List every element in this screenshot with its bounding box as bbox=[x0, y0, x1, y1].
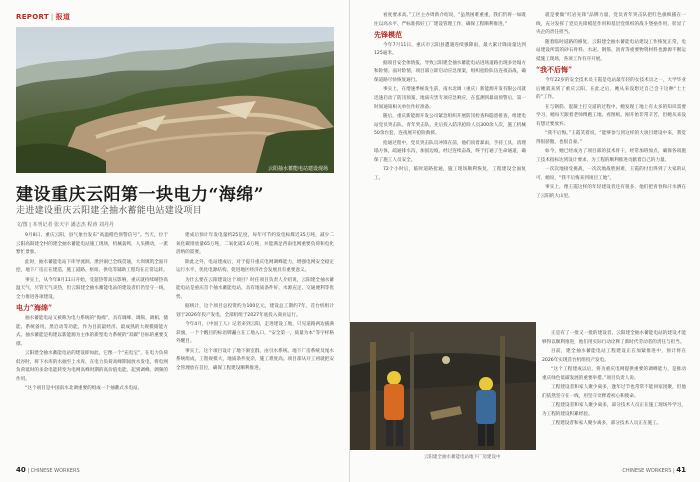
paragraph: 抽水蓄能电站又被称为电力系统的“海绵”，具有调峰、调频、调相、储能、系统备用、黑启动等功能，作为目前最经济、最成熟的大规模储能方式。抽水蓄能是构建以新能源为主体的新型电力系统的“双碳”目标的重要支撑。 bbox=[16, 315, 168, 347]
article-byline: 文/图 | 本刊记者 张天宇 潘志杰 程涛 刘丹丹 bbox=[16, 222, 114, 228]
paragraph: 随着临时道路的修复，云阳建全抽水蓄能电站建设工作恢复正常，电站建设所需的砂石骨料、水泥、钢筋、沥青等重要物资材料也源源不断运抵施工现场，各项工作有序开展。 bbox=[536, 39, 686, 62]
hero-photo-caption: 云阳抽水蓄能电站建设现场 bbox=[267, 166, 328, 172]
workers-photo bbox=[350, 322, 536, 450]
section-tag-cn: 报道 bbox=[55, 13, 71, 21]
paragraph: 事实上，从今年8月11日开始，受超热带高压影响，重庆就持续晴热高温天气，尽管天气炎热，但云阳建全抽水蓄能电站的建设者们仍坚守一线，全力推进各项建设。 bbox=[16, 277, 168, 300]
paragraph: 事实上，这个项目设计了地下洞室群，由引水系统、地下厂房系统及尾水系统组成，工程规模大，地质条件复杂，施工难度高。项目部从开工初就把安全管理放在首位，确保工程建设顺利推进。 bbox=[176, 348, 334, 371]
paragraph: 抢通过程中，党员突击队员冲锋在前，他们顶着暴雨，手持工具，清理塌方体，疏通排水沟，加固边坡，经过连续奋战，终于打通了生命通道，确保了施工人员安全。 bbox=[374, 140, 526, 163]
paragraph: 除此之外，电站建成后，对于提升重庆电网调峰能力，增强电网安全稳定运行水平，优化电源结构，促进地区经济社会发展具有重要意义。 bbox=[176, 259, 334, 274]
paragraph: 就是要做“红岩先锋”品牌力量，党员青年突击队把红色旗帜插在一线，充分发挥了党员先锋模范作用和基层党组织的战斗堡垒作用，彰显了央企的责任担当。 bbox=[536, 13, 686, 36]
paragraph: “这个工程建成以后，将为重庆电网提供重要的调峰能力，是推动重庆绿色低碳发展的重要举措。”项目负责人说。 bbox=[542, 366, 686, 381]
paragraph: 看度要求高。”工区主办周新介绍说，“虽然困难重重，我们仍将一如既往以高水平、严标准抓好工厂建设管理工作，确保工程顺利推进。” bbox=[374, 13, 526, 27]
magazine-name: CHINESE WORKERS bbox=[622, 468, 672, 474]
section-tag-en: REPORT bbox=[16, 13, 49, 21]
section-heading: 先锋模范 bbox=[374, 30, 402, 40]
paragraph: 工程建设者和家人聚少离多，部分技术人员正在施工。 bbox=[551, 420, 662, 426]
magazine-name: CHINESE WORKERS bbox=[30, 468, 80, 474]
paragraph: 如今，她已经成为了项目部的技术骨干，经常加班加点，确保各项施工技术指标达到设计要求，为工程的顺利推进贡献着自己的力量。 bbox=[536, 149, 686, 163]
paragraph: 事实上，在增速季候发生前，南水北调（重庆）新能源开发有限公司就迅速启动了防汛预案，地质灾害专项应急响应，在监测到暴雨预警后，第一时间通知相关单位作好准备。 bbox=[374, 87, 526, 110]
paragraph: 据项目安全体情报，导致云阳建全抽水蓄能电站进场道路出现多处塌方和险情。面对险情，项目部立即启动应急预案，组织抢险队伍连夜奋战，确保道路尽快恢复通行。 bbox=[374, 60, 526, 83]
paragraph: 为什么要在云阳建设这个项目？时任项目负责人介绍说，云阳建全抽水蓄能电站是重庆首个抽水蓄能电站，具有地质条件好、水源充足、交通便利等优势。 bbox=[176, 277, 334, 300]
paragraph: 工程建设者和家人聚少离多，部分技术人员正在施工现场外学习，为工程的建设积累经验。 bbox=[542, 402, 686, 417]
paragraph: 正是有了一批又一批的建设者，云阳建全抽水蓄能电站的建设才能够得以顺利推进，他们用实际行动诠释了新时代劳动者的责任与担当。 bbox=[542, 331, 686, 345]
left-footer: 40 | CHINESE WORKERS bbox=[16, 466, 80, 474]
paragraph: 事实上，像王霞这样的年轻建设者还有很多，他们把青春和汗水洒在了云阳的大山里。 bbox=[536, 185, 686, 199]
paragraph: “这个项目是中国南水北调重要的组成一个抽蓄式水电站。 bbox=[25, 386, 143, 392]
paragraph: 据统计，这个项目总投资约为100亿元，建设总工期约7年，首台机组计划于2026年投产发电，全部机组于2027年底投入商业运行。 bbox=[176, 304, 334, 318]
hero-photo-reservoir bbox=[16, 27, 334, 173]
paragraph: 此时，抽水蓄能电站下库导流洞、泄洪洞已全线贯通，大坝填筑全面开挖，地下厂房正在建造，施工道路、枢纽、供电等辅助工程均在正常运转。 bbox=[16, 259, 168, 274]
right-column-1 bbox=[374, 12, 526, 184]
paragraph: 9月8日，重庆云阳，县气象台发布“高温橙色预警信号”。当天，位于云阳高阳建全村的建全抽水蓄能电站施工现场，机械轰鸣，人头攒动，一派繁忙景象。 bbox=[16, 233, 168, 256]
paragraph: 今年4月，《中国工人》记者来到云阳，走进建设工地，只见道路两边插满彩旗，一个个醒目的标语牌矗立在工地入口，“安全第一，质量为本“等字样格外醒目。 bbox=[176, 322, 334, 345]
paragraph: 在与钢筋、混凝土打交道的过程中，她发现工地上有太多的知识需要学习，她每天跟着老师傅跑工地、看图纸，刚开始非常辛苦，但她从来没有想过要放弃。 bbox=[536, 104, 686, 127]
paragraph: 今年7月11日，重庆市云阳县遭遇连续强降雨，最大累计降雨量达到125毫米。 bbox=[374, 42, 526, 57]
paragraph: 随后，重庆新能源开发公司紧急组织开展防汛检查和隐患排查，组建电站党员突击队，青年突击队，先后投入防汛抢险人员300余人次，施工机械50余台套，连夜展开抢险救援。 bbox=[374, 113, 526, 137]
article-title: 建设重庆云阳第一块电力“海绵” bbox=[16, 185, 265, 205]
paragraph: 今年22岁的安全技术员王霞是电站最年轻的女技术员之一，大学毕业后她就来到了重庆云阳，在此之后，她从来没想过自己会干这种“土土的”工作。 bbox=[536, 77, 686, 101]
paragraph: 72个小时后，临时道路抢通，施工现场顺利恢复，工程建设全面复工。 bbox=[374, 167, 526, 181]
workers-photo-caption: 云阳建全抽水蓄能电站地下厂房建设中 bbox=[424, 455, 501, 460]
right-footer: CHINESE WORKERS | 41 bbox=[622, 466, 686, 474]
section-heading: “我不后悔” bbox=[536, 65, 573, 75]
right-column-3 bbox=[542, 330, 686, 429]
section-tag: REPORT | 报道 bbox=[16, 13, 71, 21]
page-number: 40 bbox=[16, 466, 26, 474]
left-column-2 bbox=[176, 232, 334, 374]
section-heading: 电力“海绵” bbox=[16, 303, 53, 313]
paragraph: 目前，建全抽水蓄能电站工程建设正在加紧推进中，预计将在2026年实现首台机组投产发电。 bbox=[542, 348, 686, 363]
right-column-2 bbox=[536, 12, 686, 202]
left-column-1 bbox=[16, 232, 168, 395]
paragraph: 云阳建全抽水蓄能电站的建设即如此，它像一个“充电宝”，在电力负荷低谷时，将下水库的水抽至上水库，在电力负荷高峰期间放水发电，将电网负荷低时的多余电能转变为电网高峰时期的高价值电能，起到调峰、调频的作用。 bbox=[16, 351, 168, 382]
paragraph: 一次次地接受挑战，一次次地战胜困难，王霞的付出得到了大家的认可，她说，“我不后悔来到项目工地”。 bbox=[536, 167, 686, 181]
page-number: 41 bbox=[676, 466, 686, 474]
article-subtitle: 走进建设重庆云阳建全抽水蓄能电站建设项目 bbox=[16, 206, 203, 216]
paragraph: “我不后悔。”王霞笑着说，“能够参与到这样的大项目建设中来，我觉得很骄傲，也很自豪。” bbox=[536, 131, 686, 145]
paragraph: 建成后预计年发电量约25亿度，每年可节约发电标煤近35万吨，减少二氧化碳排放量65万吨，二氧化硫1.6万吨，并能满足西南电网重要负荷和电化消纳的需要。 bbox=[176, 233, 334, 256]
paragraph: 工程建设者和家人聚少离多，逢年过节也常常不能回家团聚，但他们依然坚守在一线，用坚守诠释着初心和使命。 bbox=[542, 384, 686, 399]
